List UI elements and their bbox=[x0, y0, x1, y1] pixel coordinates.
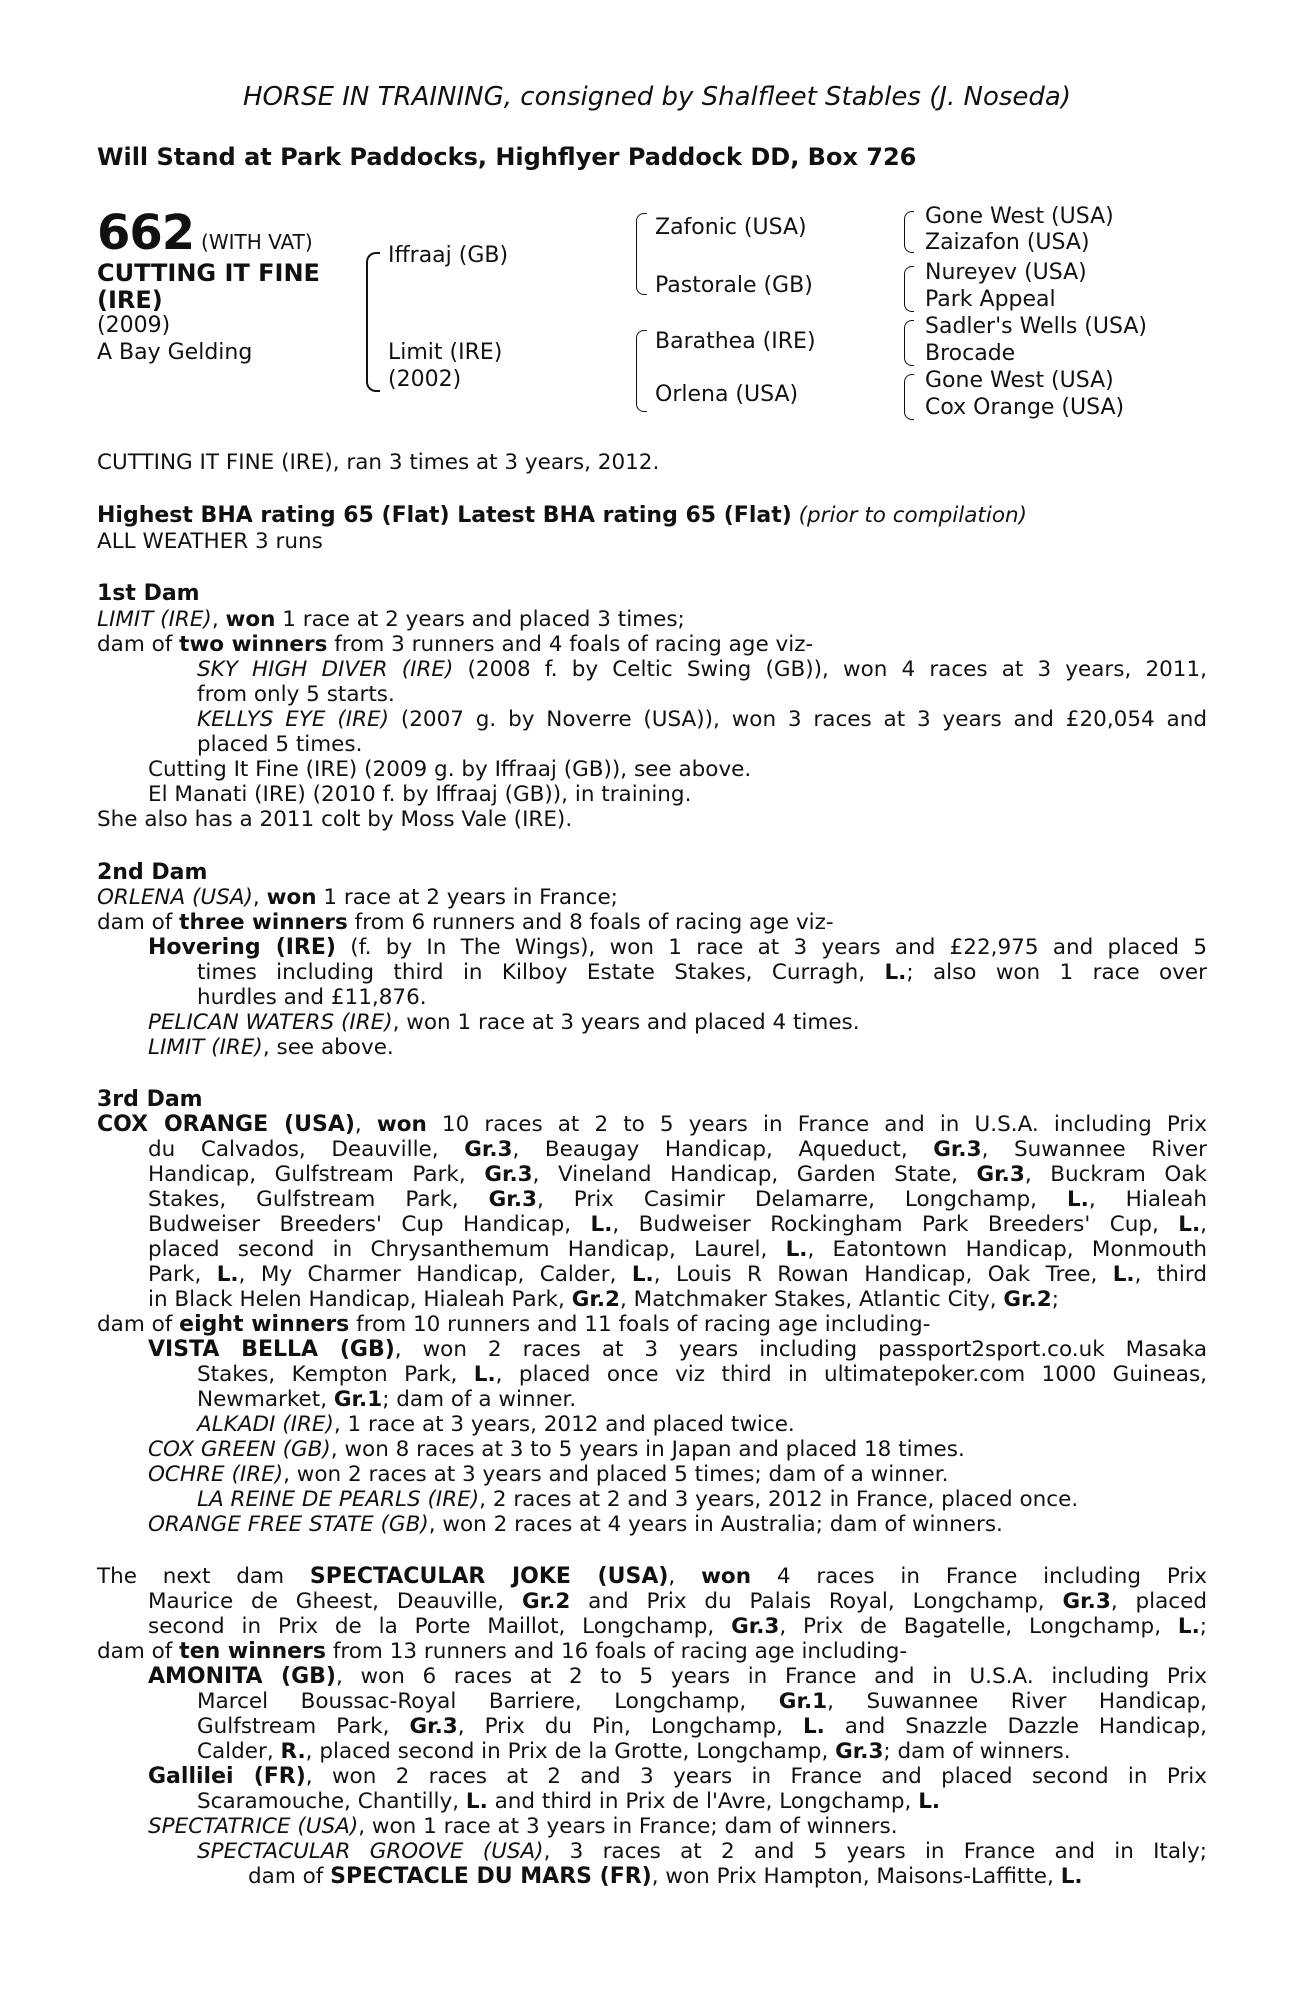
third-dam-heading: 3rd Dam bbox=[97, 1087, 203, 1112]
rating-values: Highest BHA rating 65 (Flat) Latest BHA rating 65 (Flat) bbox=[97, 503, 792, 528]
next-dam-produce: dam of ten winners from 13 runners and 16 foals of racing age including- bbox=[97, 1639, 908, 1664]
third-dam-cont: Stakes, Gulfstream Park, Gr.3, Prix Casimir Delamarre, Longchamp, L., Hialeah bbox=[148, 1187, 1207, 1212]
dam-year: (2002) bbox=[388, 367, 462, 392]
produce-entry: LIMIT (IRE), see above. bbox=[148, 1035, 394, 1060]
pedigree-brace-sire bbox=[636, 213, 647, 295]
produce-entry: KELLYS EYE (IRE) (2007 g. by Noverre (USA)), won 3 races at 3 years and £20,054 and bbox=[197, 707, 1207, 732]
dam-sire: Barathea (IRE) bbox=[655, 329, 816, 354]
dam-name: LIMIT (IRE) bbox=[97, 607, 212, 632]
third-dam-cont: in Black Helen Handicap, Hialeah Park, Gr.2, Matchmaker Stakes, Atlantic City, Gr.2; bbox=[148, 1287, 1059, 1312]
produce-entry-cont: placed 5 times. bbox=[197, 732, 363, 757]
vat-note: (WITH VAT) bbox=[201, 230, 313, 254]
sire: Iffraaj (GB) bbox=[388, 243, 509, 268]
dam-dam: Orlena (USA) bbox=[655, 382, 799, 407]
third-dam-cont: du Calvados, Deauville, Gr.3, Beaugay Handicap, Aqueduct, Gr.3, Suwannee River bbox=[148, 1137, 1207, 1162]
third-dam-produce: dam of eight winners from 10 runners and 11 foals of racing age including- bbox=[97, 1312, 931, 1337]
second-dam-heading: 2nd Dam bbox=[97, 860, 208, 885]
first-dam-line: LIMIT (IRE), won 1 race at 2 years and placed 3 times; bbox=[97, 607, 685, 632]
sire-dam: Pastorale (GB) bbox=[655, 273, 813, 298]
produce-entry: LA REINE DE PEARLS (IRE), 2 races at 2 and 3 years, 2012 in France, placed once. bbox=[197, 1487, 1079, 1512]
produce-entry: El Manati (IRE) (2010 f. by Iffraaj (GB)), in training. bbox=[148, 782, 692, 807]
produce-entry: OCHRE (IRE), won 2 races at 3 years and placed 5 times; dam of a winner. bbox=[148, 1462, 949, 1487]
produce-entry-cont: Newmarket, Gr.1; dam of a winner. bbox=[197, 1387, 577, 1412]
produce-entry-cont: Gulfstream Park, Gr.3, Prix du Pin, Longchamp, L. and Snazzle Dazzle Handicap, bbox=[197, 1714, 1207, 1739]
consignor-heading: HORSE IN TRAINING, consigned by Shalfleet Stables (J. Noseda) bbox=[242, 82, 1072, 112]
produce-entry: SKY HIGH DIVER (IRE) (2008 f. by Celtic Swing (GB)), won 4 races at 3 years, 2011, bbox=[197, 657, 1207, 682]
pedigree-gen3-7: Gone West (USA) bbox=[925, 368, 1114, 393]
foaling-year: (2009) bbox=[97, 313, 171, 338]
dam: Limit (IRE) bbox=[388, 340, 503, 365]
pedigree-brace-g2 bbox=[904, 266, 914, 312]
third-dam-cont: Handicap, Gulfstream Park, Gr.3, Vineland Handicap, Garden State, Gr.3, Buckram Oak bbox=[148, 1162, 1207, 1187]
horse-name-country: (IRE) bbox=[97, 286, 163, 314]
pedigree-brace-g1 bbox=[904, 211, 914, 253]
lot-number: 662 bbox=[97, 205, 195, 261]
second-dam-produce: dam of three winners from 6 runners and 8 foals of racing age viz- bbox=[97, 910, 834, 935]
rating-note: (prior to compilation) bbox=[798, 503, 1027, 528]
dam-note: She also has a 2011 colt by Moss Vale (IRE). bbox=[97, 807, 573, 832]
produce-entry: Cutting It Fine (IRE) (2009 g. by Iffraaj (GB)), see above. bbox=[148, 757, 752, 782]
produce-entry: Hovering (IRE) (f. by In The Wings), won 1 race at 3 years and £22,975 and placed 5 bbox=[148, 935, 1207, 960]
produce-entry: SPECTATRICE (USA), won 1 race at 3 years in France; dam of winners. bbox=[148, 1814, 898, 1839]
pedigree-gen3-8: Cox Orange (USA) bbox=[925, 395, 1125, 420]
second-dam-line: ORLENA (USA), won 1 race at 2 years in France; bbox=[97, 885, 618, 910]
pedigree-gen3-6: Brocade bbox=[925, 341, 1016, 366]
pedigree-brace-dam bbox=[636, 330, 647, 412]
third-dam-cont: Park, L., My Charmer Handicap, Calder, L., Louis R Rowan Handicap, Oak Tree, L., third bbox=[148, 1262, 1207, 1287]
third-dam-cont: placed second in Chrysanthemum Handicap, Laurel, L., Eatontown Handicap, Monmouth bbox=[148, 1237, 1208, 1262]
produce-entry-cont: Marcel Boussac-Royal Barriere, Longchamp, Gr.1, Suwannee River Handicap, bbox=[197, 1689, 1207, 1714]
produce-entry: VISTA BELLA (GB), won 2 races at 3 years including passport2sport.co.uk Masaka bbox=[148, 1337, 1207, 1362]
produce-entry: ORANGE FREE STATE (GB), won 2 races at 4 years in Australia; dam of winners. bbox=[148, 1512, 1003, 1537]
pedigree-gen3-1: Gone West (USA) bbox=[925, 204, 1114, 229]
first-dam-heading: 1st Dam bbox=[97, 581, 200, 606]
produce-entry: Gallilei (FR), won 2 races at 2 and 3 years in France and placed second in Prix bbox=[148, 1764, 1207, 1789]
produce-entry-cont: times including third in Kilboy Estate Stakes, Curragh, L.; also won 1 race over bbox=[197, 960, 1207, 985]
pedigree-brace-g4 bbox=[904, 374, 914, 420]
lot-number-line bbox=[97, 205, 313, 261]
pedigree-brace-g3 bbox=[904, 320, 914, 366]
produce-entry-cont: Calder, R., placed second in Prix de la Grotte, Longchamp, Gr.3; dam of winners. bbox=[197, 1739, 1071, 1764]
produce-entry-cont: Scaramouche, Chantilly, L. and third in Prix de l'Avre, Longchamp, L. bbox=[197, 1789, 941, 1814]
produce-entry: COX GREEN (GB), won 8 races at 3 to 5 years in Japan and placed 18 times. bbox=[148, 1437, 965, 1462]
produce-entry-cont: from only 5 starts. bbox=[197, 682, 395, 707]
produce-entry: PELICAN WATERS (IRE), won 1 race at 3 years and placed 4 times. bbox=[148, 1010, 860, 1035]
next-dam-cont: Maurice de Gheest, Deauville, Gr.2 and Prix du Palais Royal, Longchamp, Gr.3, placed bbox=[148, 1589, 1207, 1614]
pedigree-brace-main bbox=[366, 252, 380, 392]
pedigree-gen3-3: Nureyev (USA) bbox=[925, 260, 1087, 285]
produce-entry-cont: Stakes, Kempton Park, L., placed once viz third in ultimatepoker.com 1000 Guineas, bbox=[197, 1362, 1207, 1387]
stand-location: Will Stand at Park Paddocks, Highflyer Paddock DD, Box 726 bbox=[97, 143, 917, 171]
first-dam-produce: dam of two winners from 3 runners and 4 foals of racing age viz- bbox=[97, 632, 814, 657]
next-dam-cont: second in Prix de la Porte Maillot, Longchamp, Gr.3, Prix de Bagatelle, Longchamp, L.; bbox=[148, 1614, 1207, 1639]
produce-entry: SPECTACULAR GROOVE (USA), 3 races at 2 and 5 years in France and in Italy; bbox=[197, 1839, 1207, 1864]
third-dam-cont: Budweiser Breeders' Cup Handicap, L., Budweiser Rockingham Park Breeders' Cup, L., bbox=[148, 1212, 1207, 1237]
race-summary: CUTTING IT FINE (IRE), ran 3 times at 3 years, 2012. bbox=[97, 450, 660, 475]
rating-line bbox=[97, 505, 1027, 527]
horse-name: CUTTING IT FINE bbox=[97, 259, 320, 287]
next-dam-line: The next dam SPECTACULAR JOKE (USA), won 4 races in France including Prix bbox=[97, 1564, 1207, 1589]
produce-entry: ALKADI (IRE), 1 race at 3 years, 2012 and placed twice. bbox=[197, 1412, 795, 1437]
pedigree-gen3-4: Park Appeal bbox=[925, 287, 1056, 312]
pedigree-gen3-2: Zaizafon (USA) bbox=[925, 230, 1090, 255]
produce-entry-cont: hurdles and £11,876. bbox=[197, 985, 427, 1010]
third-dam-line: COX ORANGE (USA), won 10 races at 2 to 5 years in France and in U.S.A. including Prix bbox=[97, 1112, 1208, 1137]
produce-entry-cont: dam of SPECTACLE DU MARS (FR), won Prix Hampton, Maisons-Laffitte, L. bbox=[248, 1864, 1083, 1889]
produce-entry: AMONITA (GB), won 6 races at 2 to 5 years in France and in U.S.A. including Prix bbox=[148, 1664, 1208, 1689]
pedigree-gen3-5: Sadler's Wells (USA) bbox=[925, 314, 1147, 339]
horse-description: A Bay Gelding bbox=[97, 340, 253, 365]
sire-sire: Zafonic (USA) bbox=[655, 215, 807, 240]
all-weather-runs: ALL WEATHER 3 runs bbox=[97, 529, 323, 554]
